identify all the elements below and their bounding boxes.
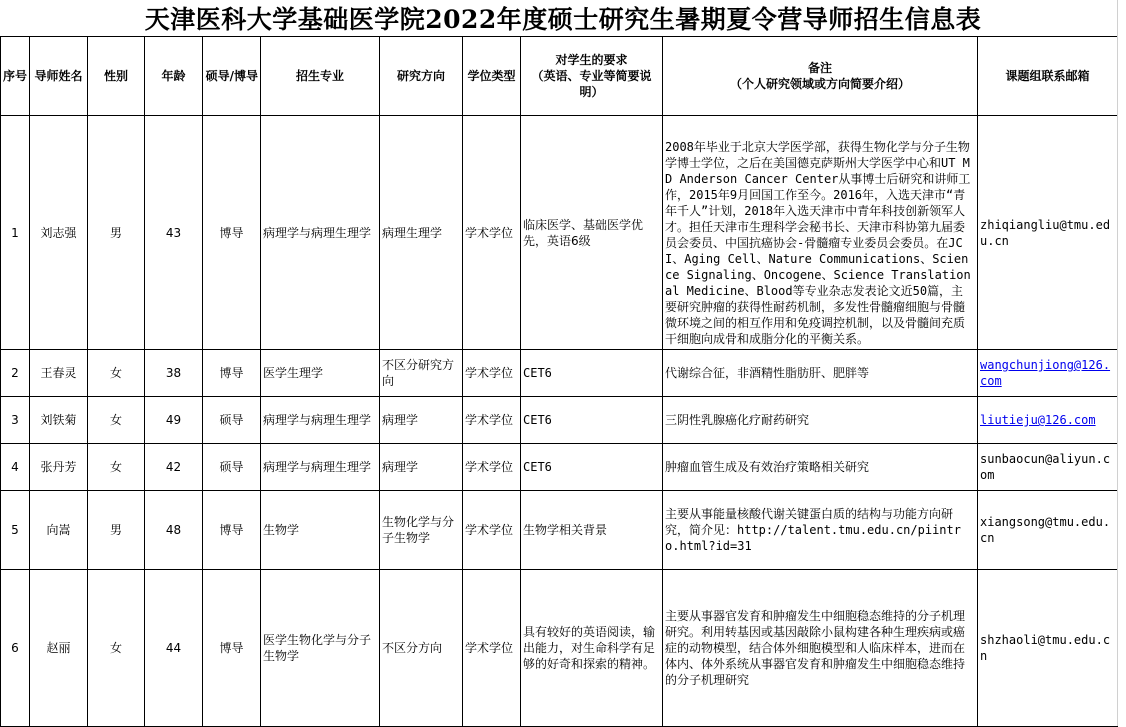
cell-seq[interactable]: 2 bbox=[1, 350, 30, 397]
cell-direction[interactable]: 不区分方向 bbox=[380, 570, 463, 727]
recruitment-table bbox=[0, 36, 1118, 727]
header-requirements[interactable] bbox=[521, 37, 663, 116]
cell-degree[interactable]: 学术学位 bbox=[463, 444, 521, 491]
cell-type[interactable]: 博导 bbox=[203, 350, 261, 397]
cell-requirements[interactable]: 生物学相关背景 bbox=[521, 491, 663, 570]
cell-requirements[interactable]: 具有较好的英语阅读，输出能力，对生命科学有足够的好奇和探索的精神。 bbox=[521, 570, 663, 727]
cell-email[interactable] bbox=[978, 350, 1118, 397]
cell-age[interactable]: 49 bbox=[145, 397, 203, 444]
table-row bbox=[1, 350, 1118, 397]
header-name[interactable]: 导师姓名 bbox=[30, 37, 88, 116]
cell-type[interactable]: 博导 bbox=[203, 116, 261, 350]
cell-direction[interactable]: 病理学 bbox=[380, 397, 463, 444]
cell-degree[interactable]: 学术学位 bbox=[463, 350, 521, 397]
cell-gender[interactable]: 女 bbox=[88, 444, 145, 491]
cell-notes-text: 2008年毕业于北京大学医学部，获得生物化学与分子生物学博士学位，之后在美国德克萨斯州大学医学中心和UT MD Anderson Cancer Center从事博士后研究和讲师工作，2015年9月回国工作至今。2016年，入选天津市“青年千人”计划，2018年入选天津市中青年科技创新领军人才。担任天津市生理科学会秘书长、天津市科协第九届委员会委员、中国抗癌协会-骨髓瘤专业委员会委员。在JCI、Aging Cell、Nature Communications、Science Signaling、Oncogene、Science Translational Medicine、Blood等专业杂志发表论文近50篇，主要研究肿瘤的获得性耐药机制，多发性骨髓瘤细胞与骨髓微环境之间的相互作用和免疫调控机制，以及骨髓间充质干细胞向成骨和成脂分化的平衡关系。 bbox=[665, 140, 971, 346]
cell-notes[interactable]: 三阴性乳腺癌化疗耐药研究 bbox=[663, 397, 978, 444]
table-row bbox=[1, 444, 1118, 491]
cell-email[interactable]: xiangsong@tmu.edu.cn bbox=[978, 491, 1118, 570]
cell-name[interactable]: 向嵩 bbox=[30, 491, 88, 570]
cell-notes[interactable]: 主要从事能量核酸代谢关键蛋白质的结构与功能方向研究，简介见：http://talent.tmu.edu.cn/piintro.html?id=31 bbox=[663, 491, 978, 570]
header-type-label: 硕导/博导 bbox=[205, 69, 258, 83]
cell-major[interactable]: 病理学与病理生理学 bbox=[261, 444, 380, 491]
cell-direction[interactable]: 生物化学与分子生物学 bbox=[380, 491, 463, 570]
header-direction[interactable]: 研究方向 bbox=[380, 37, 463, 116]
cell-degree[interactable]: 学术学位 bbox=[463, 397, 521, 444]
cell-name[interactable]: 张丹芳 bbox=[30, 444, 88, 491]
cell-direction[interactable]: 病理生理学 bbox=[380, 116, 463, 350]
sheet-right-edge bbox=[1117, 0, 1126, 726]
cell-email[interactable]: shzhaoli@tmu.edu.cn bbox=[978, 570, 1118, 727]
cell-name[interactable]: 赵丽 bbox=[30, 570, 88, 727]
cell-seq[interactable]: 5 bbox=[1, 491, 30, 570]
cell-degree[interactable]: 学术学位 bbox=[463, 570, 521, 727]
table-row bbox=[1, 397, 1118, 444]
cell-age[interactable]: 42 bbox=[145, 444, 203, 491]
cell-gender[interactable]: 女 bbox=[88, 570, 145, 727]
cell-degree[interactable]: 学术学位 bbox=[463, 116, 521, 350]
cell-degree[interactable]: 学术学位 bbox=[463, 491, 521, 570]
cell-requirements[interactable]: CET6 bbox=[521, 350, 663, 397]
cell-major[interactable]: 医学生理学 bbox=[261, 350, 380, 397]
table-row bbox=[1, 491, 1118, 570]
cell-major[interactable]: 病理学与病理生理学 bbox=[261, 397, 380, 444]
header-degree[interactable]: 学位类型 bbox=[463, 37, 521, 116]
header-requirements-line1: 对学生的要求 bbox=[555, 53, 628, 67]
cell-name[interactable]: 王春灵 bbox=[30, 350, 88, 397]
cell-requirements[interactable]: 临床医学、基础医学优先，英语6级 bbox=[521, 116, 663, 350]
cell-direction[interactable]: 不区分研究方向 bbox=[380, 350, 463, 397]
cell-seq[interactable]: 1 bbox=[1, 116, 30, 350]
header-age[interactable]: 年龄 bbox=[145, 37, 203, 116]
cell-name[interactable]: 刘铁菊 bbox=[30, 397, 88, 444]
cell-type[interactable]: 博导 bbox=[203, 570, 261, 727]
header-gender[interactable]: 性别 bbox=[88, 37, 145, 116]
cell-type[interactable]: 硕导 bbox=[203, 397, 261, 444]
cell-requirements[interactable]: CET6 bbox=[521, 397, 663, 444]
sheet-title: 天津医科大学基础医学院2022年度硕士研究生暑期夏令营导师招生信息表 bbox=[144, 5, 982, 34]
cell-gender[interactable]: 男 bbox=[88, 491, 145, 570]
header-requirements-line2: （英语、专业等简要说明） bbox=[531, 69, 652, 99]
header-type[interactable] bbox=[203, 37, 261, 116]
cell-gender[interactable]: 女 bbox=[88, 397, 145, 444]
cell-type[interactable]: 硕导 bbox=[203, 444, 261, 491]
cell-gender[interactable]: 男 bbox=[88, 116, 145, 350]
cell-notes[interactable]: 肿瘤血管生成及有效治疗策略相关研究 bbox=[663, 444, 978, 491]
header-notes[interactable] bbox=[663, 37, 978, 116]
cell-notes[interactable] bbox=[663, 116, 978, 350]
cell-type[interactable]: 博导 bbox=[203, 491, 261, 570]
cell-age[interactable]: 43 bbox=[145, 116, 203, 350]
header-email[interactable]: 课题组联系邮箱 bbox=[978, 37, 1118, 116]
cell-major[interactable]: 医学生物化学与分子生物学 bbox=[261, 570, 380, 727]
header-row bbox=[1, 37, 1118, 116]
header-notes-line1: 备注 bbox=[807, 61, 832, 75]
cell-email[interactable]: sunbaocun@aliyun.com bbox=[978, 444, 1118, 491]
cell-name[interactable]: 刘志强 bbox=[30, 116, 88, 350]
header-seq[interactable]: 序号 bbox=[1, 37, 30, 116]
email-link[interactable]: wangchunjiong@126.com bbox=[980, 358, 1111, 388]
cell-gender[interactable]: 女 bbox=[88, 350, 145, 397]
header-major[interactable]: 招生专业 bbox=[261, 37, 380, 116]
cell-age[interactable]: 38 bbox=[145, 350, 203, 397]
cell-notes[interactable]: 代谢综合征，非酒精性脂肪肝、肥胖等 bbox=[663, 350, 978, 397]
cell-seq[interactable]: 6 bbox=[1, 570, 30, 727]
cell-email[interactable] bbox=[978, 397, 1118, 444]
cell-seq[interactable]: 3 bbox=[1, 397, 30, 444]
table-row bbox=[1, 570, 1118, 727]
cell-requirements[interactable]: CET6 bbox=[521, 444, 663, 491]
cell-seq[interactable]: 4 bbox=[1, 444, 30, 491]
cell-direction[interactable]: 病理学 bbox=[380, 444, 463, 491]
cell-major[interactable]: 病理学与病理生理学 bbox=[261, 116, 380, 350]
cell-age[interactable]: 48 bbox=[145, 491, 203, 570]
table-row bbox=[1, 116, 1118, 350]
cell-major[interactable]: 生物学 bbox=[261, 491, 380, 570]
email-link[interactable]: liutieju@126.com bbox=[980, 413, 1096, 427]
cell-notes[interactable]: 主要从事器官发育和肿瘤发生中细胞稳态维持的分子机理研究。利用转基因或基因敲除小鼠构建各种生理疾病或癌症的动物模型，结合体外细胞模型和人临床样本，进而在体内、体外系统从事器官发育和肿瘤发生中细胞稳态维持的分子机理研究 bbox=[663, 570, 978, 727]
header-notes-line2: （个人研究领域或方向简要介绍） bbox=[729, 77, 910, 91]
cell-age[interactable]: 44 bbox=[145, 570, 203, 727]
cell-email[interactable]: zhiqiangliu@tmu.edu.cn bbox=[978, 116, 1118, 350]
